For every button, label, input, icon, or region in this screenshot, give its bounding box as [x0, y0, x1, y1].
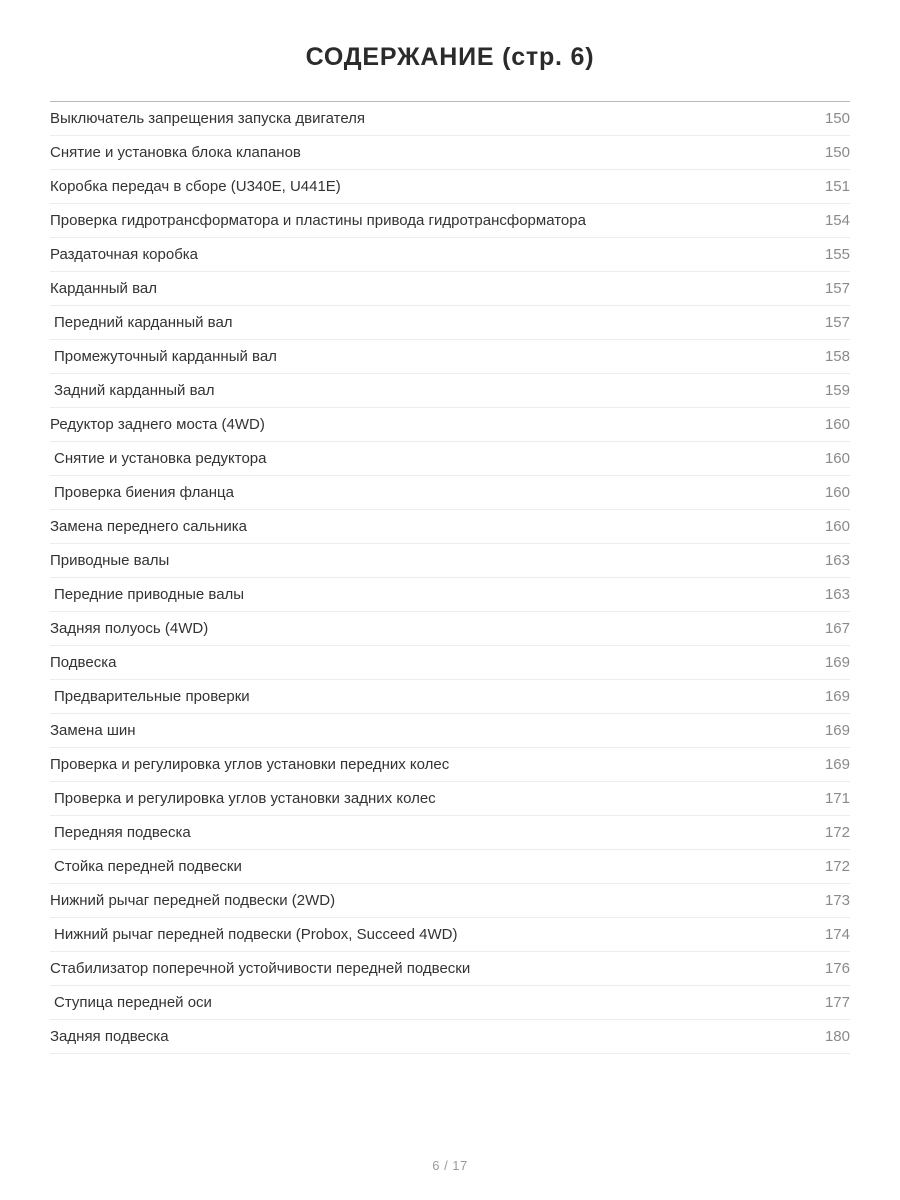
toc-entry-label: Нижний рычаг передней подвески (Probox, Succeed 4WD)	[54, 926, 458, 943]
page-footer	[0, 1130, 900, 1200]
toc-entry[interactable]	[50, 986, 850, 1020]
toc-entry-page-number: 155	[824, 246, 850, 263]
toc-entry-page-number: 174	[824, 926, 850, 943]
toc-entry[interactable]	[50, 136, 850, 170]
toc-entry[interactable]	[50, 884, 850, 918]
toc-entry-label: Проверка биения фланца	[54, 484, 234, 501]
toc-entry-label: Замена шин	[50, 722, 136, 739]
toc-entry-label: Снятие и установка редуктора	[54, 450, 267, 467]
toc-entry-label: Карданный вал	[50, 280, 157, 297]
toc-entry[interactable]	[50, 952, 850, 986]
toc-entry-page-number: 160	[824, 416, 850, 433]
toc-entry-page-number: 157	[824, 314, 850, 331]
toc-entry-page-number: 159	[824, 382, 850, 399]
toc-entry-label: Стойка передней подвески	[54, 858, 242, 875]
toc-entry[interactable]	[50, 918, 850, 952]
toc-entry-page-number: 169	[824, 654, 850, 671]
toc-entry[interactable]	[50, 544, 850, 578]
toc-entry[interactable]	[50, 374, 850, 408]
toc-entry-page-number: 160	[824, 518, 850, 535]
toc-entry-page-number: 169	[824, 722, 850, 739]
toc-entry-page-number: 154	[824, 212, 850, 229]
toc-entry[interactable]	[50, 646, 850, 680]
toc-entry-page-number: 172	[824, 824, 850, 841]
toc-entry-label: Стабилизатор поперечной устойчивости передней подвески	[50, 960, 471, 977]
toc-entry-page-number: 160	[824, 484, 850, 501]
toc-entry-label: Промежуточный карданный вал	[54, 348, 277, 365]
toc-entry-page-number: 163	[824, 552, 850, 569]
toc-entry-label: Передние приводные валы	[54, 586, 245, 603]
toc-entry[interactable]	[50, 102, 850, 136]
toc-entry-label: Проверка и регулировка углов установки задних колес	[54, 790, 436, 807]
toc-entry[interactable]	[50, 340, 850, 374]
toc-entry[interactable]	[50, 748, 850, 782]
toc-entry[interactable]	[50, 782, 850, 816]
toc-entry[interactable]	[50, 238, 850, 272]
footer-page-indicator: 6 / 17	[432, 1157, 468, 1173]
toc-entry-page-number: 160	[824, 450, 850, 467]
toc-entry-label: Коробка передач в сборе (U340E, U441E)	[50, 178, 341, 195]
toc-entry-label: Подвеска	[50, 654, 117, 671]
toc-entry-page-number: 176	[824, 960, 850, 977]
toc-entry[interactable]	[50, 476, 850, 510]
toc-entry-label: Задний карданный вал	[54, 382, 215, 399]
toc-entry-page-number: 163	[824, 586, 850, 603]
toc-entry-label: Замена переднего сальника	[50, 518, 248, 535]
toc-entry[interactable]	[50, 272, 850, 306]
toc-entry-page-number: 172	[824, 858, 850, 875]
toc-entry-label: Проверка и регулировка углов установки передних колес	[50, 756, 450, 773]
toc-entry[interactable]	[50, 816, 850, 850]
toc-entry-page-number: 177	[824, 994, 850, 1011]
toc-entry-label: Выключатель запрещения запуска двигателя	[50, 110, 366, 127]
toc-entry-label: Предварительные проверки	[54, 688, 250, 705]
toc-entry-page-number: 173	[824, 892, 850, 909]
toc-entry[interactable]	[50, 442, 850, 476]
toc-entry-label: Редуктор заднего моста (4WD)	[50, 416, 265, 433]
toc-entry[interactable]	[50, 1020, 850, 1054]
toc-entry-page-number: 151	[824, 178, 850, 195]
page-title: СОДЕРЖАНИЕ (стр. 6)	[305, 43, 595, 71]
toc-entry-page-number: 157	[824, 280, 850, 297]
toc-entry-label: Передняя подвеска	[54, 824, 191, 841]
toc-entry-label: Задняя полуось (4WD)	[50, 620, 209, 637]
toc-entry[interactable]	[50, 204, 850, 238]
toc-entry-page-number: 158	[824, 348, 850, 365]
toc-entry[interactable]	[50, 850, 850, 884]
toc-entry[interactable]	[50, 680, 850, 714]
toc-entry-page-number: 169	[824, 688, 850, 705]
toc-entry-page-number: 171	[824, 790, 850, 807]
toc-entry-page-number: 150	[824, 110, 850, 127]
toc-entry[interactable]	[50, 306, 850, 340]
toc-entry[interactable]	[50, 170, 850, 204]
toc-entry[interactable]	[50, 578, 850, 612]
toc-entry[interactable]	[50, 612, 850, 646]
toc-entry-page-number: 169	[824, 756, 850, 773]
toc-entry-label: Снятие и установка блока клапанов	[50, 144, 301, 161]
toc-entry-label: Нижний рычаг передней подвески (2WD)	[50, 892, 336, 909]
toc-entry[interactable]	[50, 408, 850, 442]
toc-entry-label: Передний карданный вал	[54, 314, 233, 331]
toc-entry-page-number: 167	[824, 620, 850, 637]
toc-entry-label: Проверка гидротрансформатора и пластины привода гидротрансформатора	[50, 212, 586, 229]
table-of-contents-list	[0, 102, 900, 1054]
toc-entry-page-number: 150	[824, 144, 850, 161]
toc-entry[interactable]	[50, 714, 850, 748]
toc-entry-label: Приводные валы	[50, 552, 170, 569]
toc-entry-label: Задняя подвеска	[50, 1028, 169, 1045]
toc-entry-label: Ступица передней оси	[54, 994, 212, 1011]
toc-entry[interactable]	[50, 510, 850, 544]
toc-entry-page-number: 180	[824, 1028, 850, 1045]
toc-entry-label: Раздаточная коробка	[50, 246, 199, 263]
